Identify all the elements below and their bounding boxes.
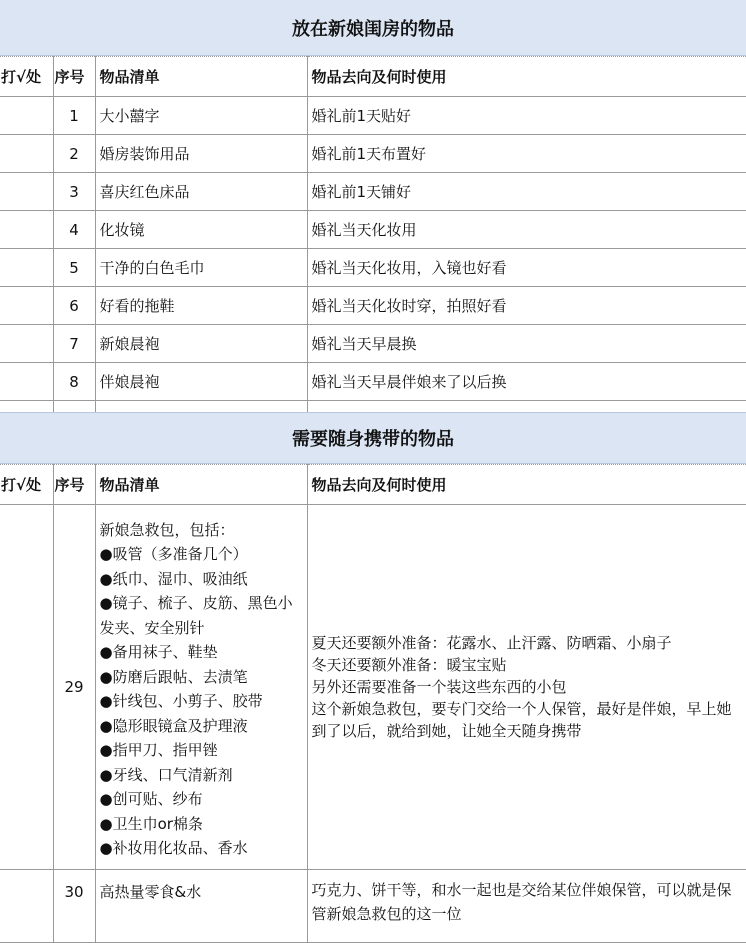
table-row (0, 325, 746, 363)
item-line: ●针线包、小剪子、胶带 (99, 692, 263, 710)
use-cell: 婚礼当天早晨伴娘来了以后换 (307, 363, 746, 401)
table-row (0, 505, 746, 870)
use-cell: 婚礼当天化妆用 (307, 211, 746, 249)
header-row (0, 57, 746, 97)
section-bride-room (0, 0, 746, 412)
item-line: ●备用袜子、鞋垫 (99, 643, 218, 661)
check-cell[interactable] (0, 173, 53, 211)
use-line: 冬天还要额外准备：暖宝宝贴 (311, 656, 507, 674)
table-row (0, 287, 746, 325)
header-num: 序号 (53, 465, 95, 505)
check-cell[interactable] (0, 363, 53, 401)
header-check: 打√处 (0, 57, 53, 97)
header-check: 打√处 (0, 465, 53, 505)
check-cell[interactable] (0, 211, 53, 249)
header-use: 物品去向及何时使用 (307, 465, 746, 505)
use-cell: 婚礼当天化妆用，入镜也好看 (307, 249, 746, 287)
item-cell: 大小囍字 (95, 97, 307, 135)
table-row (0, 363, 746, 401)
use-cell: 婚礼前1天布置好 (307, 135, 746, 173)
header-item: 物品清单 (95, 465, 307, 505)
check-cell[interactable] (0, 249, 53, 287)
item-cell: 干净的白色毛巾 (95, 249, 307, 287)
use-line: 另外还需要准备一个装这些东西的小包 (311, 678, 567, 696)
item-line: ●吸管（多准备几个） (99, 545, 248, 563)
item-line: ●指甲刀、指甲锉 (99, 741, 218, 759)
item-line: ●创可贴、纱布 (99, 790, 203, 808)
item-line: ●防磨后跟帖、去渍笔 (99, 667, 248, 686)
num-cell: 3 (53, 173, 95, 211)
check-cell[interactable] (0, 870, 53, 943)
item-line: 新娘急救包，包括： (99, 520, 235, 539)
check-cell[interactable] (0, 325, 53, 363)
item-cell: 高热量零食&水 (95, 870, 307, 943)
items-table (0, 56, 746, 450)
use-cell: 巧克力、饼干等，和水一起也是交给某位伴娘保管，可以就是保管新娘急救包的这一位 (307, 870, 746, 943)
use-cell: 婚礼前1天铺好 (307, 173, 746, 211)
table-row (0, 249, 746, 287)
num-cell: 4 (53, 211, 95, 249)
table-row (0, 173, 746, 211)
item-cell: 伴娘晨袍 (95, 363, 307, 401)
section-carry (0, 412, 746, 923)
section-title: 需要随身携带的物品 (0, 412, 746, 464)
use-cell (307, 505, 746, 870)
table-row (0, 870, 746, 943)
header-item: 物品清单 (95, 57, 307, 97)
use-cell: 婚礼当天化妆时穿，拍照好看 (307, 287, 746, 325)
item-cell: 化妆镜 (95, 211, 307, 249)
item-cell: 喜庆红色床品 (95, 173, 307, 211)
num-cell: 8 (53, 363, 95, 401)
check-cell[interactable] (0, 287, 53, 325)
item-cell (95, 505, 307, 870)
header-row (0, 465, 746, 505)
item-line: ●补妆用化妆品、香水 (99, 839, 248, 857)
item-cell: 婚房装饰用品 (95, 135, 307, 173)
use-line: 夏天还要额外准备：花露水、止汗露、防晒霜、小扇子 (311, 634, 672, 652)
table-row (0, 135, 746, 173)
use-line: 这个新娘急救包，要专门交给一个人保管，最好是伴娘，早上她到了以后，就给到她，让她全天随身携带 (311, 700, 732, 740)
num-cell: 29 (53, 505, 95, 870)
check-cell[interactable] (0, 135, 53, 173)
item-cell: 好看的拖鞋 (95, 287, 307, 325)
item-line: ●镜子、梳子、皮筋、黑色小发夹、安全别针 (99, 594, 293, 637)
item-line: ●牙线、口气清新剂 (99, 765, 233, 784)
header-num: 序号 (53, 57, 95, 97)
item-cell: 新娘晨袍 (95, 325, 307, 363)
table-row (0, 97, 746, 135)
section-title: 放在新娘闺房的物品 (0, 0, 746, 56)
num-cell: 7 (53, 325, 95, 363)
num-cell: 5 (53, 249, 95, 287)
table-row (0, 211, 746, 249)
item-line: ●纸巾、湿巾、吸油纸 (99, 569, 248, 588)
num-cell: 2 (53, 135, 95, 173)
num-cell: 6 (53, 287, 95, 325)
header-use: 物品去向及何时使用 (307, 57, 746, 97)
num-cell: 1 (53, 97, 95, 135)
items-table (0, 464, 746, 943)
check-cell[interactable] (0, 505, 53, 870)
num-cell: 30 (53, 870, 95, 943)
use-cell: 婚礼前1天贴好 (307, 97, 746, 135)
item-line: ●卫生巾or棉条 (99, 814, 203, 833)
check-cell[interactable] (0, 97, 53, 135)
item-line: ●隐形眼镜盒及护理液 (99, 716, 248, 735)
use-cell: 婚礼当天早晨换 (307, 325, 746, 363)
